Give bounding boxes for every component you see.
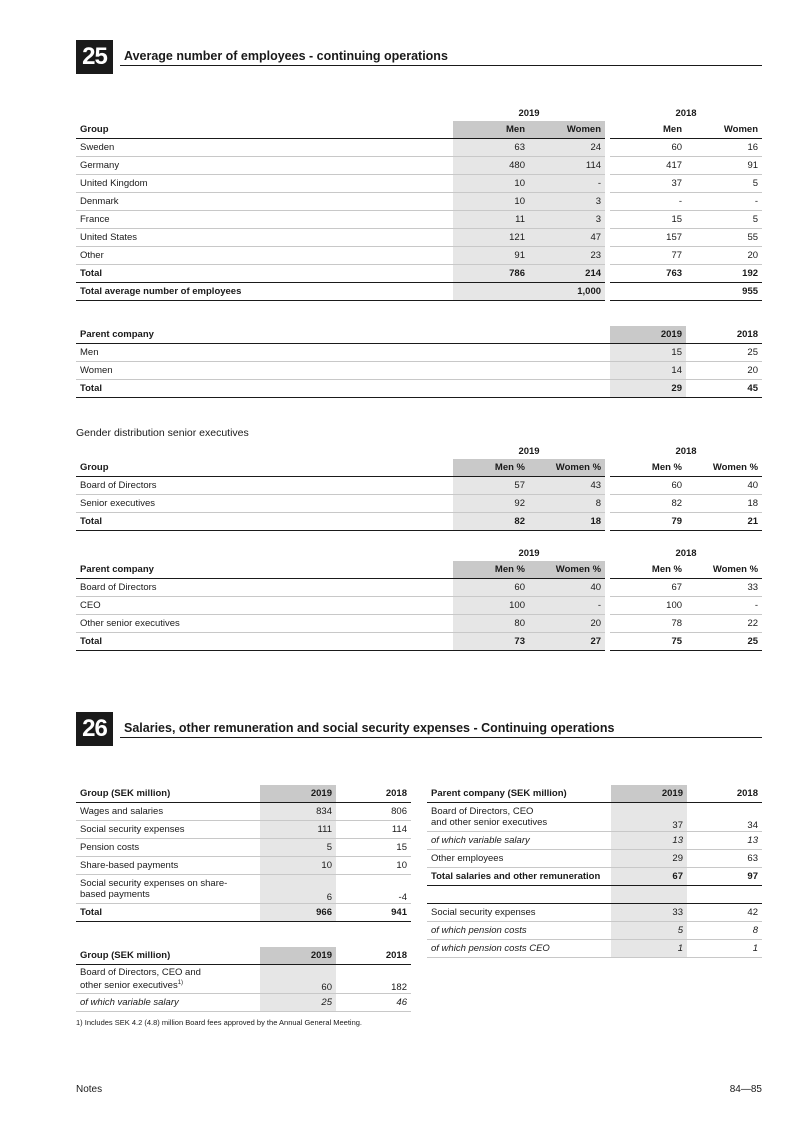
table-row: Other senior executives 80 20 78 22 — [76, 615, 762, 633]
total-row: Total 73 27 75 25 — [76, 633, 762, 651]
section-title: Gender distribution senior executives — [76, 427, 249, 439]
column-header: Men — [610, 121, 686, 139]
column-header: Men % — [610, 459, 686, 477]
year-header-current: 2019 — [518, 108, 540, 119]
column-header: Women % — [529, 561, 605, 579]
column-header: 2019 — [611, 785, 687, 803]
table-row: of which variable salary 13 13 — [427, 832, 762, 850]
column-header: Men — [453, 121, 529, 139]
spacer-row — [427, 886, 762, 904]
column-header: Men % — [610, 561, 686, 579]
column-header: Parent company (SEK million) — [427, 785, 611, 803]
column-header: 2018 — [336, 785, 411, 803]
table-row: United States 121 47 157 55 — [76, 229, 762, 247]
column-header: Women % — [529, 459, 605, 477]
parent-salaries-table — [427, 785, 762, 958]
table-row: of which pension costs 5 8 — [427, 922, 762, 940]
column-header: Women % — [686, 561, 762, 579]
column-header: 2019 — [260, 785, 336, 803]
total-row: Total salaries and other remuneration 67 97 — [427, 868, 762, 886]
column-header: 2018 — [336, 947, 411, 965]
column-header: Women — [529, 121, 605, 139]
total-row: Total 786 214 763 192 — [76, 265, 762, 283]
note-title: Average number of employees - continuing operations — [124, 49, 448, 63]
year-header-current: 2019 — [518, 446, 540, 457]
table-row: Wages and salaries 834 806 — [76, 803, 411, 821]
total-average-row: Total average number of employees 1,000 955 — [76, 283, 762, 301]
table-row: Senior executives 92 8 82 18 — [76, 495, 762, 513]
column-header: Parent company — [76, 561, 453, 579]
table-row: CEO 100 - 100 - — [76, 597, 762, 615]
column-header: Men % — [453, 459, 529, 477]
column-header: 2018 — [687, 785, 762, 803]
column-header: Group — [76, 459, 453, 477]
column-header: Group (SEK million) — [76, 785, 260, 803]
table-row: Women 14 20 — [76, 362, 762, 380]
note-title: Salaries, other remuneration and social security expenses - Continuing operations — [124, 721, 615, 735]
note-number-badge: 26 — [76, 712, 113, 746]
group-salaries-table — [76, 785, 411, 922]
footnote: 1) Includes SEK 4.2 (4.8) million Board fees approved by the Annual General Meeting. — [76, 1018, 362, 1027]
table-row: Other employees 29 63 — [427, 850, 762, 868]
column-header: Group — [76, 121, 453, 139]
total-row: Total 29 45 — [76, 380, 762, 398]
employees-table — [76, 106, 762, 301]
table-row: United Kingdom 10 - 37 5 — [76, 175, 762, 193]
table-row: Other 91 23 77 20 — [76, 247, 762, 265]
year-header-prior: 2018 — [675, 548, 697, 559]
gender-parent-table — [76, 546, 762, 651]
table-row: Board of Directors, CEO and other senior executives 37 34 — [427, 803, 762, 832]
table-row: Pension costs 5 15 — [76, 839, 411, 857]
page-number: 84—85 — [729, 1084, 762, 1095]
table-row: Share-based payments 10 10 — [76, 857, 411, 875]
column-header: Women — [686, 121, 762, 139]
column-header: 2019 — [610, 326, 686, 344]
table-row: Social security expenses 33 42 — [427, 904, 762, 922]
table-row: Board of Directors, CEO and other senior executives$^{1)}$ 60 182 — [76, 965, 411, 994]
total-row: Total 966 941 — [76, 904, 411, 922]
total-row: Total 82 18 79 21 — [76, 513, 762, 531]
table-row: Board of Directors 60 40 67 33 — [76, 579, 762, 597]
table-row: Social security expenses on share- based payments 6 -4 — [76, 875, 411, 904]
gender-group-table — [76, 444, 762, 531]
column-header: Women % — [686, 459, 762, 477]
year-header-prior: 2018 — [675, 446, 697, 457]
column-header: 2018 — [686, 326, 762, 344]
table-row: of which variable salary 25 46 — [76, 994, 411, 1012]
column-header: Parent company — [76, 326, 610, 344]
table-row: Denmark 10 3 - - — [76, 193, 762, 211]
table-row: Germany 480 114 417 91 — [76, 157, 762, 175]
table-row: Men 15 25 — [76, 344, 762, 362]
table-row: Social security expenses 111 114 — [76, 821, 411, 839]
column-header: Group (SEK million) — [76, 947, 260, 965]
note-number-badge: 25 — [76, 40, 113, 74]
note-title-rule — [120, 65, 762, 66]
parent-employees-table — [76, 326, 762, 398]
year-header-current: 2019 — [518, 548, 540, 559]
column-header: 2019 — [260, 947, 336, 965]
note-title-rule — [120, 737, 762, 738]
footer-section-label: Notes — [76, 1084, 103, 1095]
year-header-prior: 2018 — [675, 108, 697, 119]
table-row: Board of Directors 57 43 60 40 — [76, 477, 762, 495]
table-row: Sweden 63 24 60 16 — [76, 139, 762, 157]
group-board-table — [76, 947, 411, 1012]
table-row: France 11 3 15 5 — [76, 211, 762, 229]
table-row: of which pension costs CEO 1 1 — [427, 940, 762, 958]
column-header: Men % — [453, 561, 529, 579]
